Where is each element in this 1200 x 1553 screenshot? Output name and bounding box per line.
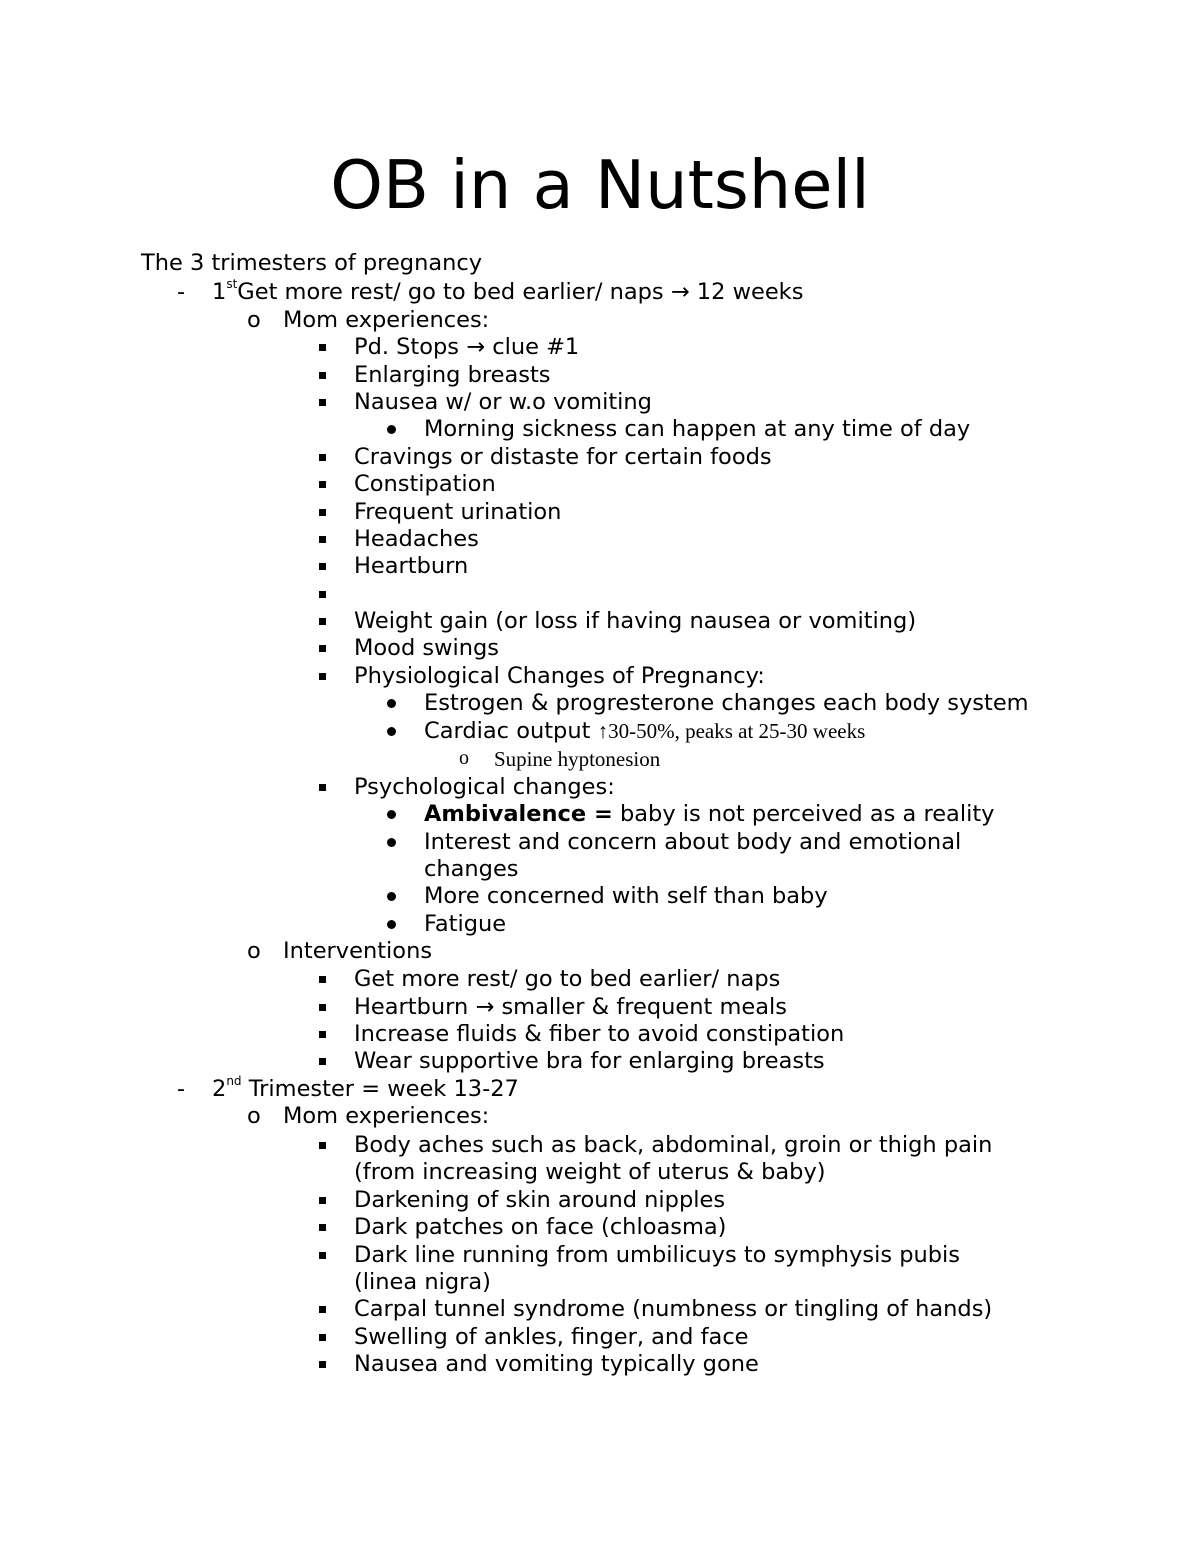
list-item: Wear supportive bra for enlarging breasts — [354, 1048, 825, 1074]
square-bullet — [319, 618, 326, 625]
list-item: Morning sickness can happen at any time of day — [424, 416, 971, 442]
square-bullet — [319, 344, 326, 351]
square-bullet — [319, 1361, 326, 1368]
trimester-2-sup: nd — [226, 1073, 242, 1088]
square-bullet — [319, 509, 326, 516]
trimester-2-heading — [212, 1073, 519, 1103]
list-item: Heartburn — [354, 553, 469, 579]
list-item-continuation: (linea nigra) — [354, 1269, 491, 1295]
arrow-icon: → — [670, 279, 690, 305]
list-item: Fatigue — [424, 911, 507, 937]
square-bullet — [319, 976, 326, 983]
square-bullet — [319, 399, 326, 406]
list-item: More concerned with self than baby — [424, 883, 828, 909]
list-item: Dark patches on face (chloasma) — [354, 1214, 727, 1240]
list-item — [354, 334, 579, 361]
circle-bullet: o — [247, 938, 261, 964]
list-item-text: Cardiac output — [424, 718, 591, 744]
square-bullet — [319, 673, 326, 680]
list-item: Weight gain (or loss if having nausea or vomiting) — [354, 608, 917, 634]
intro-heading: The 3 trimesters of pregnancy — [141, 250, 483, 276]
list-item: Swelling of ankles, finger, and face — [354, 1324, 749, 1350]
list-item — [424, 718, 865, 745]
dot-bullet — [387, 425, 396, 434]
square-bullet — [319, 1224, 326, 1231]
square-bullet — [319, 372, 326, 379]
list-item — [424, 801, 994, 828]
circle-bullet: o — [247, 307, 261, 333]
list-item: Cravings or distaste for certain foods — [354, 444, 772, 470]
list-item: Body aches such as back, abdominal, groin or thigh pain — [354, 1132, 993, 1158]
square-bullet — [319, 591, 326, 598]
t1-interventions-heading: Interventions — [283, 938, 433, 964]
dot-bullet — [387, 838, 396, 847]
list-item: Get more rest/ go to bed earlier/ naps — [354, 966, 781, 992]
list-item: Nausea and vomiting typically gone — [354, 1351, 759, 1377]
square-bullet — [319, 454, 326, 461]
square-bullet — [319, 1031, 326, 1038]
list-item: Supine hyptonesion — [494, 747, 661, 771]
list-item-continuation: (from increasing weight of uterus & baby) — [354, 1159, 826, 1185]
dot-bullet — [387, 727, 396, 736]
square-bullet — [319, 536, 326, 543]
dash-bullet: - — [177, 279, 186, 305]
square-bullet — [319, 1306, 326, 1313]
list-item: Carpal tunnel syndrome (numbness or tingling of hands) — [354, 1296, 993, 1322]
list-item: Mood swings — [354, 635, 500, 661]
list-item-text: 30-50%, peaks at 25-30 weeks — [608, 719, 866, 743]
list-item: Frequent urination — [354, 499, 562, 525]
page-title: OB in a Nutshell — [330, 146, 870, 224]
arrow-icon: → — [466, 334, 486, 360]
trimester-2-num: 2 — [212, 1076, 227, 1102]
square-bullet — [319, 1197, 326, 1204]
square-bullet — [319, 1252, 326, 1259]
list-item-text: smaller & frequent meals — [494, 994, 787, 1020]
list-item: Dark line running from umbilicuys to symphysis pubis — [354, 1242, 961, 1268]
trimester-2-text: Trimester = week 13-27 — [241, 1076, 519, 1102]
list-item: Psychological changes: — [354, 774, 615, 800]
list-item: Enlarging breasts — [354, 362, 551, 388]
trimester-1-sup: st — [226, 276, 238, 291]
square-bullet — [319, 1058, 326, 1065]
dash-bullet: - — [177, 1076, 186, 1102]
list-item-continuation: changes — [424, 856, 519, 882]
dot-bullet — [387, 810, 396, 819]
trimester-1-num: 1 — [212, 279, 227, 305]
circle-bullet: o — [459, 747, 469, 769]
t2-mom-heading: Mom experiences: — [283, 1103, 490, 1129]
list-item-text: Pd. Stops — [354, 334, 460, 360]
ambivalence-label: Ambivalence = — [424, 801, 613, 827]
square-bullet — [319, 563, 326, 570]
list-item: Physiological Changes of Pregnancy: — [354, 663, 765, 689]
square-bullet — [319, 1142, 326, 1149]
list-item: Darkening of skin around nipples — [354, 1187, 726, 1213]
arrow-icon: → — [475, 994, 495, 1020]
list-item: Nausea w/ or w.o vomiting — [354, 389, 652, 415]
square-bullet — [319, 481, 326, 488]
list-item-text: baby is not perceived as a reality — [612, 801, 995, 827]
dot-bullet — [387, 920, 396, 929]
list-item: Estrogen & progresterone changes each body system — [424, 690, 1029, 716]
list-item — [354, 994, 787, 1021]
dot-bullet — [387, 892, 396, 901]
up-arrow-icon: ↑ — [597, 719, 609, 743]
square-bullet — [319, 645, 326, 652]
t1-mom-heading: Mom experiences: — [283, 307, 490, 333]
square-bullet — [319, 784, 326, 791]
list-item: Headaches — [354, 526, 479, 552]
list-item: Interest and concern about body and emotional — [424, 829, 962, 855]
trimester-1-text: Get more rest/ go to bed earlier/ naps — [237, 279, 664, 305]
square-bullet — [319, 1334, 326, 1341]
circle-bullet: o — [247, 1103, 261, 1129]
list-item: Constipation — [354, 471, 496, 497]
trimester-1-heading — [212, 276, 804, 306]
dot-bullet — [387, 699, 396, 708]
list-item: Increase fluids & fiber to avoid constipation — [354, 1021, 845, 1047]
list-item-text: clue #1 — [485, 334, 580, 360]
trimester-1-weeks: 12 weeks — [689, 279, 804, 305]
list-item-text: Heartburn — [354, 994, 469, 1020]
square-bullet — [319, 1004, 326, 1011]
